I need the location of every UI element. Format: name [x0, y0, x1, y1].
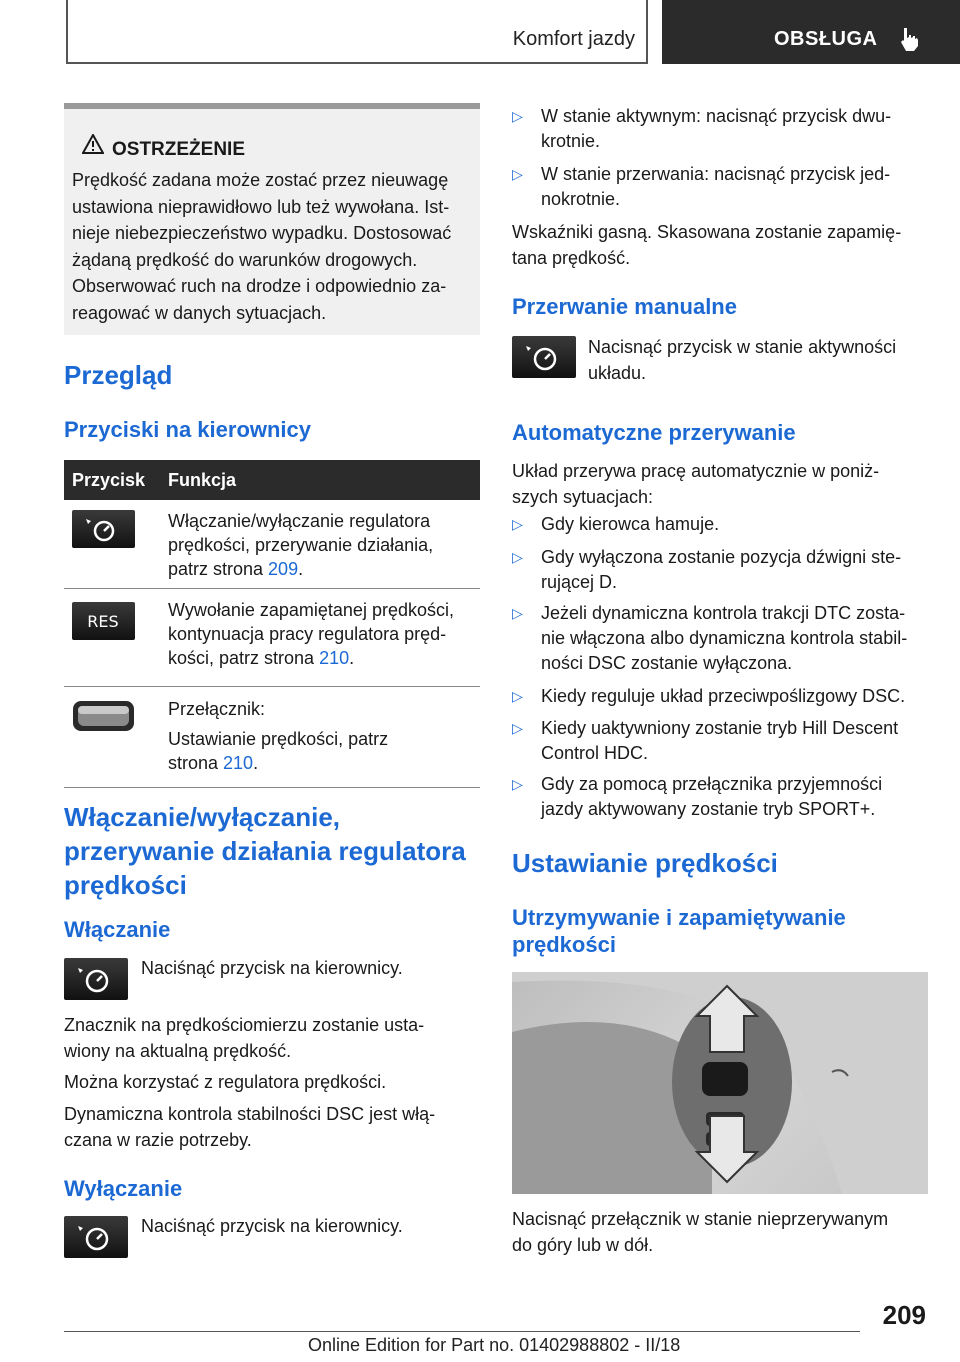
cruise-button-icon	[72, 510, 135, 548]
bullet-triangle-icon: ▷	[512, 108, 523, 124]
speed-heading: Ustawianie prędkości	[512, 848, 778, 878]
steering-wheel-photo	[512, 972, 928, 1194]
cruise-button-icon	[64, 958, 128, 1000]
manual-heading: Przerwanie manualne	[512, 294, 737, 319]
paragraph: Znacznik na prędkościomierzu zostanie usta- wiony na aktualną prędkość.	[64, 1015, 425, 1061]
overview-heading: Przegląd	[64, 360, 173, 390]
section-tab[interactable]	[662, 0, 960, 64]
table-header	[64, 460, 480, 500]
paragraph: Układ przerywa pracę automatycznie w poniż- szych sytuacjach:	[512, 461, 880, 507]
off-subheading: Wyłączanie	[64, 1176, 183, 1201]
warning-box	[64, 103, 480, 335]
paragraph: Dynamiczna kontrola stabilności DSC jest włą- czana w razie potrzeby.	[64, 1104, 436, 1150]
res-button-icon	[72, 602, 135, 640]
row-text: Włączanie/wyłączanie regulatora	[168, 511, 431, 531]
paragraph: Można korzystać z regulatora prędkości.	[64, 1072, 387, 1092]
rocker-switch-icon	[72, 697, 135, 735]
page-link[interactable]: 210	[223, 753, 254, 773]
bullet-triangle-icon: ▷	[512, 549, 523, 565]
svg-text:RES: RES	[87, 612, 119, 631]
table-row: Włączanie/wyłączanie regulatora prędkości, przerywanie działania, patrz strona 209.	[64, 500, 480, 589]
warning-title: OSTRZEŻENIE	[112, 139, 246, 160]
row-text: Przełącznik:	[168, 699, 266, 719]
table-header-function: Funkcja	[168, 470, 237, 490]
row-text: Wywołanie zapamiętanej prędkości,	[168, 600, 454, 620]
buttons-subheading: Przyciski na kierownicy	[64, 417, 312, 442]
warning-text: Prędkość zadana może zostać przez nieuwagę ustawiona nieprawidłowo lub też wywołana. Ist- nieje niebezpieczeństwo wypadku. Dostosować żądaną prędkość do warunków drogowych. Obserwować ruch na drodze i odpowiednio za- reagować w danych sytuacjach.	[72, 170, 452, 323]
chapter-title: Komfort jazdy	[512, 28, 635, 50]
bullet-triangle-icon: ▷	[512, 688, 523, 704]
page-number: 209	[882, 1300, 926, 1330]
footer-divider	[64, 1331, 860, 1332]
footer-text: Online Edition for Part no. 01402988802 - II/18	[308, 1335, 681, 1355]
table-header-button: Przycisk	[72, 470, 146, 490]
section-tab-label: OBSŁUGA	[774, 28, 878, 50]
warning-triangle-icon	[82, 134, 104, 159]
bullet-triangle-icon: ▷	[512, 516, 523, 532]
press-text: Naciśnąć przycisk na kierownicy.	[141, 958, 403, 978]
page-link[interactable]: 210	[319, 648, 350, 668]
bullet-triangle-icon: ▷	[512, 166, 523, 182]
manual-text: Nacisnąć przycisk w stanie aktywności układu.	[588, 337, 897, 383]
page-link[interactable]: 209	[268, 559, 299, 579]
cruise-button-icon	[512, 336, 576, 378]
table-row: RES Wywołanie zapamiętanej prędkości, kontynuacja pracy regulatora pręd- kości, patrz strona 210.	[64, 589, 480, 687]
photo-caption: Nacisnąć przełącznik w stanie nieprzerywanym do góry lub w dół.	[512, 1209, 889, 1255]
bullet-triangle-icon: ▷	[512, 776, 523, 792]
table-row: Przełącznik: Ustawianie prędkości, patrz strona 210.	[64, 687, 480, 788]
paragraph: Wskaźniki gasną. Skasowana zostanie zapamię- tana prędkość.	[512, 222, 902, 268]
auto-heading: Automatyczne przerywanie	[512, 420, 796, 445]
bullet-triangle-icon: ▷	[512, 605, 523, 621]
hand-pointer-icon	[898, 26, 920, 57]
on-subheading: Włączanie	[64, 917, 171, 942]
keep-subheading: Utrzymywanie i zapamiętywanie prędkości	[512, 905, 846, 957]
onoff-heading: Włączanie/wyłączanie, przerywanie działania regulatora prędkości	[64, 802, 466, 900]
press-text: Naciśnąć przycisk na kierownicy.	[141, 1216, 403, 1236]
cruise-button-icon	[64, 1216, 128, 1258]
buttons-table	[64, 460, 480, 788]
bullet-triangle-icon: ▷	[512, 720, 523, 736]
